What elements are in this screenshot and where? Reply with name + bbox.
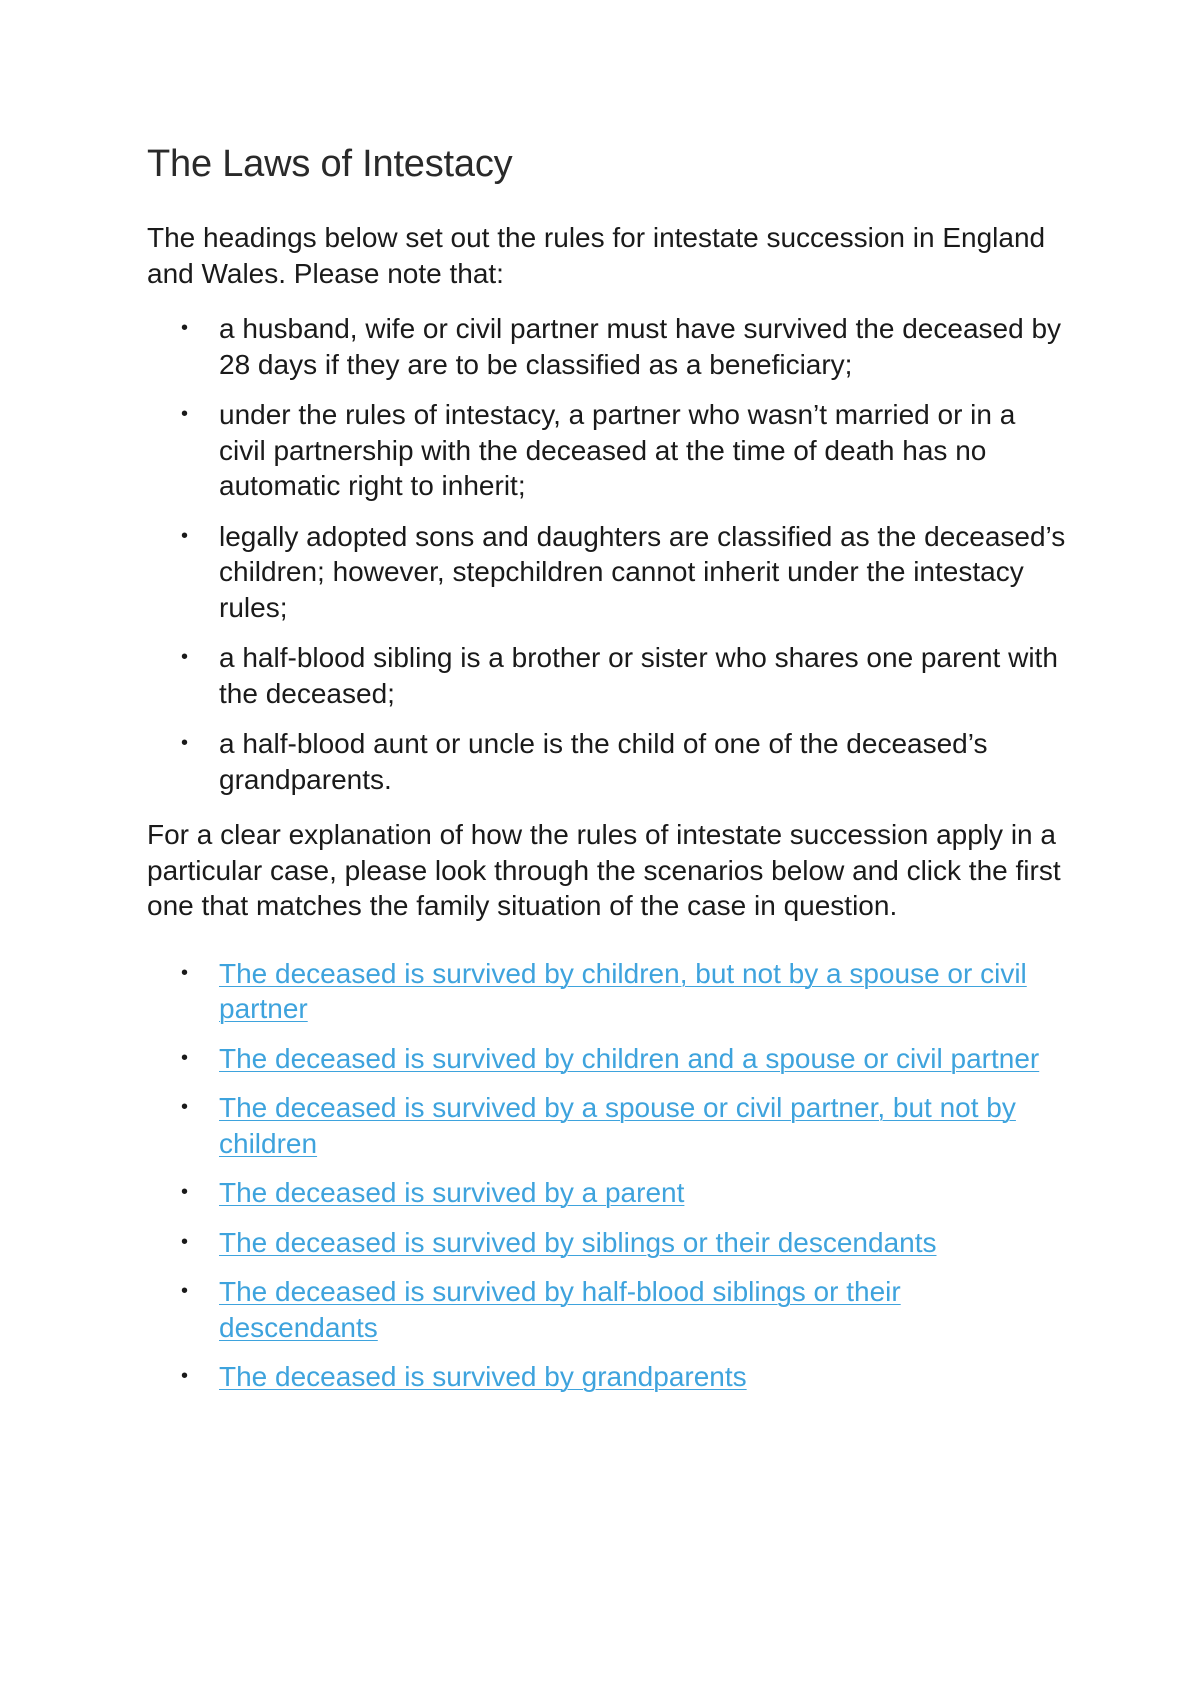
list-item	[147, 519, 1067, 626]
note-text: under the rules of intestacy, a partner who wasn’t married or in a civil partnership with the deceased at the time of death has no automatic right to inherit;	[219, 399, 1016, 501]
scenario-link-parent[interactable]: The deceased is survived by a parent	[219, 1177, 685, 1208]
bullet-icon: •	[181, 1096, 189, 1118]
scenario-link-children-no-spouse[interactable]: The deceased is survived by children, but not by a spouse or civil partner	[219, 957, 1027, 1024]
notes-list	[147, 311, 1067, 797]
bullet-icon: •	[181, 1046, 189, 1069]
list-item	[147, 956, 1067, 1027]
list-item	[147, 1274, 1067, 1345]
bullet-icon: •	[181, 1365, 189, 1387]
list-item	[147, 1225, 1067, 1261]
bullet-icon: •	[181, 732, 189, 754]
scenario-links-list	[147, 956, 1067, 1395]
list-item	[147, 726, 1067, 797]
list-item	[147, 1090, 1067, 1161]
bullet-icon: •	[181, 646, 189, 668]
scenario-link-grandparents[interactable]: The deceased is survived by grandparents	[219, 1361, 747, 1392]
list-item	[147, 1175, 1067, 1211]
note-text: a husband, wife or civil partner must have survived the deceased by 28 days if they are to be classified as a beneficiary;	[219, 313, 1062, 380]
scenario-link-spouse-no-children[interactable]: The deceased is survived by a spouse or civil partner, but not by children	[219, 1092, 1016, 1159]
scenario-link-children-and-spouse[interactable]: The deceased is survived by children and a spouse or civil partner	[219, 1042, 1040, 1074]
bullet-icon: •	[181, 1280, 189, 1302]
note-text: legally adopted sons and daughters are classified as the deceased’s children; however, stepchildren cannot inherit under the intestacy rules;	[219, 520, 1066, 623]
list-item	[147, 397, 1067, 504]
list-item	[147, 640, 1067, 711]
note-text: a half-blood sibling is a brother or sister who shares one parent with the deceased;	[219, 642, 1058, 709]
intro-paragraph: The headings below set out the rules for intestate succession in England and Wales. Please note that:	[147, 222, 1046, 289]
bullet-icon: •	[181, 524, 189, 547]
document-page	[147, 140, 1067, 1415]
scenario-link-half-blood-siblings[interactable]: The deceased is survived by half-blood siblings or their descendants	[219, 1276, 901, 1343]
bullet-icon: •	[181, 1181, 189, 1203]
scenario-link-siblings[interactable]: The deceased is survived by siblings or their descendants	[219, 1226, 937, 1258]
note-text: a half-blood aunt or uncle is the child of one of the deceased’s grandparents.	[219, 728, 988, 795]
list-item	[147, 311, 1067, 382]
bullet-icon: •	[181, 1230, 189, 1253]
bullet-icon: •	[181, 961, 189, 984]
list-item	[147, 1359, 1067, 1395]
bullet-icon: •	[181, 317, 189, 339]
explanation-paragraph: For a clear explanation of how the rules of intestate succession apply in a particular case, please look through the scenarios below and click the first one that matches the family situation of the case in question.	[147, 819, 1061, 921]
list-item	[147, 1041, 1067, 1077]
bullet-icon: •	[181, 403, 189, 425]
page-title: The Laws of Intestacy	[147, 143, 513, 185]
